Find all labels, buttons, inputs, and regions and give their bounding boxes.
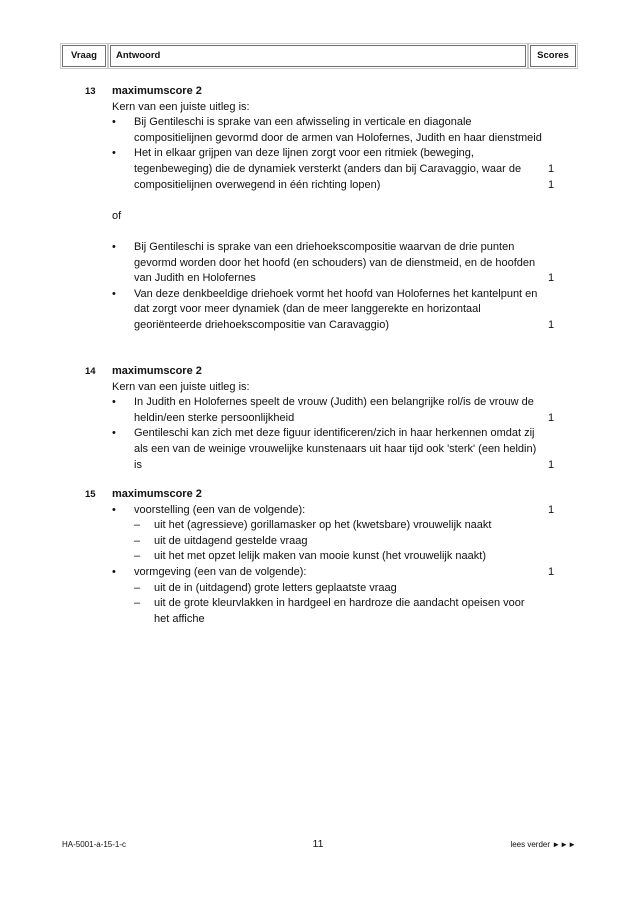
item-score: 1	[548, 162, 555, 175]
question-title: maximumscore 2	[112, 488, 202, 500]
bullet: •	[112, 287, 116, 300]
sub-item-text: uit het met opzet lelijk maken van mooie kunst (het vrouwelijk naakt)	[154, 550, 486, 563]
sub-item	[134, 596, 542, 627]
question-intro: Kern van een juiste uitleg is:	[112, 380, 250, 393]
header-antwoord: Antwoord	[110, 45, 526, 67]
question-number: 15	[85, 489, 96, 500]
question-title: maximumscore 2	[112, 365, 202, 377]
sub-item	[134, 518, 542, 534]
sub-item	[134, 581, 542, 597]
question-intro: Kern van een juiste uitleg is:	[112, 100, 250, 113]
item-score: 1	[548, 178, 555, 191]
bullet: •	[112, 565, 116, 578]
answer-text: Bij Gentileschi is sprake van een driehoekscompositie waarvan de drie punten gevormd worden door het hoofd (en schouders) van de dienstmeid, en de hoofden van Judith en Holofernes	[134, 240, 536, 285]
item-score: 1	[548, 565, 555, 578]
dash: –	[134, 597, 141, 610]
sub-item-text: uit de in (uitdagend) grote letters geplaatste vraag	[154, 581, 397, 594]
answer-item	[112, 287, 555, 334]
sub-item-text: uit het (agressieve) gorillamasker op het (kwetsbare) vrouwelijk naakt	[154, 519, 492, 532]
answer-text: Gentileschi kan zich met deze figuur identificeren/zich in haar herkennen omdat zij als een van de weinige vrouwelijke kunstenaars uit haar tijd ook 'sterk' (een heldin) is	[134, 427, 537, 471]
item-score: 1	[548, 318, 555, 331]
item-score: 1	[548, 503, 555, 516]
document-code: HA-5001-a-15-1-c	[62, 840, 127, 849]
bullet: •	[112, 116, 116, 129]
answer-item	[112, 426, 555, 473]
header-vraag: Vraag	[62, 45, 106, 67]
answer-text: Het in elkaar grijpen van deze lijnen zorgt voor een ritmiek (beweging, tegenbeweging) die de dynamiek versterkt (anders dan bij Caravaggio, waar de compositielijnen overwegend in één richting lopen)	[134, 147, 522, 191]
sub-item-text: uit de grote kleurvlakken in hardgeel en hardroze die aandacht opeisen voor het affiche	[154, 597, 525, 625]
bullet: •	[112, 503, 116, 516]
answer-item	[112, 146, 555, 193]
dash: –	[134, 519, 141, 532]
item-score: 1	[548, 411, 555, 424]
answer-text: vormgeving (een van de volgende):	[134, 565, 307, 578]
question-number: 13	[85, 86, 96, 97]
sub-item	[134, 534, 542, 550]
answer-text: Bij Gentileschi is sprake van een afwisseling in verticale en diagonale compositielijnen gevormd door de armen van Holofernes, Judith en haar dienstmeid	[134, 116, 542, 144]
question-title: maximumscore 2	[112, 85, 202, 97]
answer-text: voorstelling (een van de volgende):	[134, 503, 306, 516]
answer-item	[112, 395, 555, 426]
sub-item	[134, 549, 542, 565]
answer-text: Van deze denkbeeldige driehoek vormt het hoofd van Holofernes het kantelpunt en dat zorgt voor meer dynamiek (dan de meer langgerekte en horizontaal georiënteerde driehoekscompositie van Caravaggio)	[134, 287, 538, 331]
dash: –	[134, 581, 141, 594]
bullet: •	[112, 427, 116, 440]
item-score: 1	[548, 458, 555, 471]
bullet: •	[112, 240, 116, 253]
answer-text: In Judith en Holofernes speelt de vrouw (Judith) een belangrijke rol/is de vrouw de heldin/een sterke persoonlijkheid	[134, 396, 534, 424]
dash: –	[134, 550, 141, 563]
alternative-separator: of	[112, 209, 122, 222]
sub-item-text: uit de uitdagend gestelde vraag	[154, 534, 308, 547]
bullet: •	[112, 147, 116, 160]
answer-item	[112, 503, 555, 565]
page-number: 11	[312, 838, 324, 850]
answer-item	[112, 565, 555, 627]
question-number: 14	[85, 366, 96, 377]
header-scores: Scores	[530, 45, 576, 67]
continue-label: lees verder ►►►	[510, 840, 576, 849]
dash: –	[134, 534, 141, 547]
answer-item	[112, 240, 555, 287]
item-score: 1	[548, 272, 555, 285]
bullet: •	[112, 396, 116, 409]
